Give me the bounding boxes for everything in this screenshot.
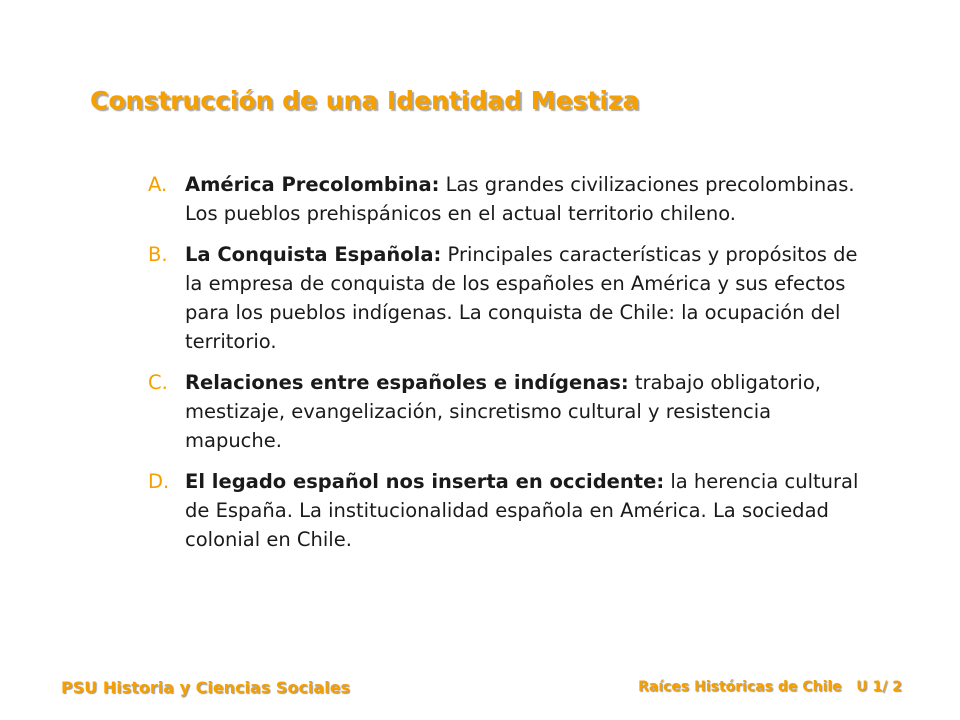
footer-unit-label: Raíces Históricas de Chile U 1/ 2 (638, 679, 902, 695)
topic-letter: C. (148, 371, 168, 394)
topic-heading: La Conquista Española: (185, 243, 442, 266)
topic-heading: América Precolombina: (185, 173, 440, 196)
topic-heading: Relaciones entre españoles e indígenas: (185, 371, 629, 394)
topic-heading: El legado español nos inserta en occidente: (185, 470, 665, 493)
topic-text: Principales características y propósitos de la empresa de conquista de los españoles en América y sus efectos para los pueblos indígenas. La conquista de Chile: la ocupación del territorio. (185, 243, 858, 353)
topic-item-c (148, 368, 860, 455)
topic-item-b (148, 240, 860, 356)
slide-title: Construcción de una Identidad Mestiza (90, 86, 640, 115)
topic-text: la herencia cultural de España. La institucionalidad española en América. La sociedad colonial en Chile. (185, 470, 859, 551)
topic-text: trabajo obligatorio, mestizaje, evangelización, sincretismo cultural y resistencia mapuche. (185, 371, 821, 452)
footer-course-label: PSU Historia y Ciencias Sociales (61, 678, 351, 697)
topic-item-d (148, 467, 860, 554)
topic-letter: B. (148, 243, 168, 266)
topic-list (148, 170, 860, 566)
topic-letter: A. (148, 173, 168, 196)
topic-item-a (148, 170, 860, 228)
topic-letter: D. (148, 470, 170, 493)
topic-text: Las grandes civilizaciones precolombinas. Los pueblos prehispánicos en el actual territorio chileno. (185, 173, 855, 225)
